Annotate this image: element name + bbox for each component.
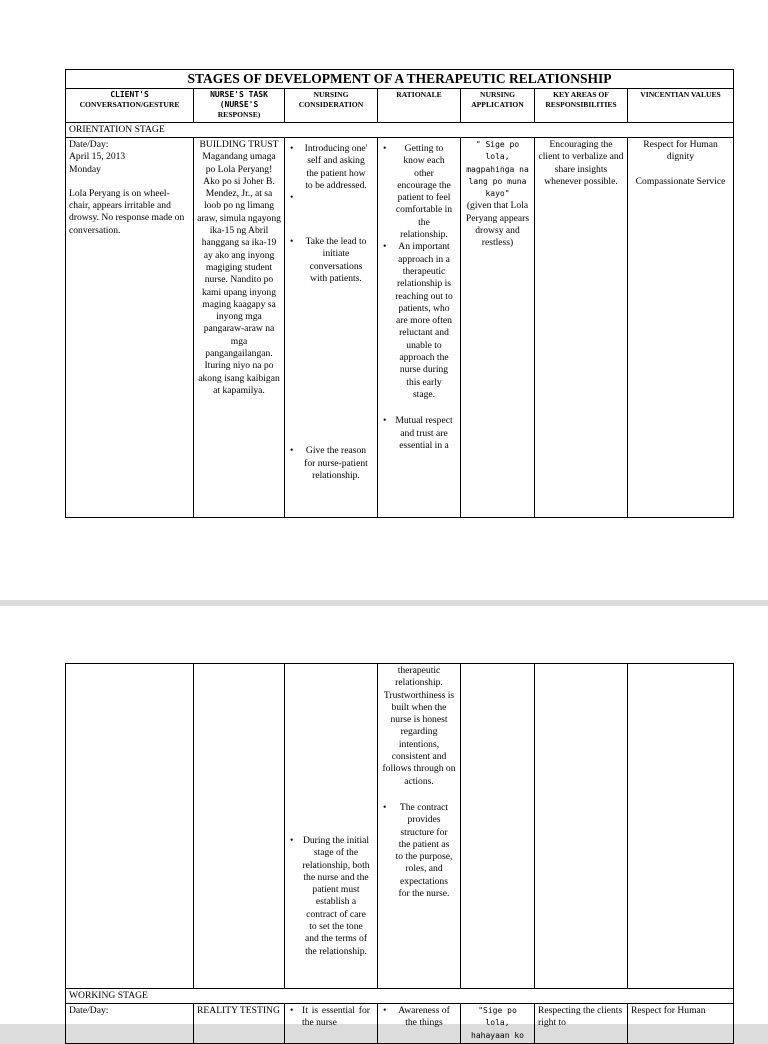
rationale-item: • An important approach in a therapeutic relationship is reaching out to patients, who are more often reluctant and unable to approach the nurse during this early stage. <box>381 241 457 401</box>
header-client <box>66 89 194 123</box>
working-stage-label: WORKING STAGE <box>66 989 734 1004</box>
orientation-values-cell <box>628 138 734 518</box>
orientation-nurse-cell <box>194 138 285 518</box>
header-nurse-task <box>194 89 285 123</box>
cont-client-cell <box>66 664 194 989</box>
cont-nurse-cell <box>194 664 285 989</box>
consideration-item: • It is essential for the nurse <box>288 1005 374 1030</box>
orientation-application-cell <box>461 138 535 518</box>
application-quote: " Sige po lola, magpahinga na lang po muna kayo" <box>466 140 529 199</box>
application-note: (given that Lola Peryang appears drowsy and restless) <box>465 200 530 249</box>
header-nurse-mid: (NURSE'S <box>219 100 259 109</box>
working-application-quote: "Sige po lola, hahayaan ko <box>471 1006 524 1040</box>
cont-values-cell <box>628 664 734 989</box>
client-day: Monday <box>69 163 101 175</box>
consideration-item: • Introducing one' self and asking the patient how to be addressed. <box>288 143 374 192</box>
therapeutic-relationship-table <box>65 69 734 518</box>
header-key-areas: KEY AREAS OF RESPONSIBILITIES <box>535 89 628 123</box>
nurse-response: Magandang umaga po Lola Peryang! Ako po si Joher B. Mendez, Jr., at sa loob po ng limang araw, simula ngayong ika-15 ng Abril hanggang sa ika-19 ay ako ang inyong magiging student nurse. Nandito po kami upang inyong maging kaagapy sa inyong mga pangaraw-araw na mga pangangailangan. Ituring niyo na po akong isang kaibigan at kapamilya. <box>197 151 281 396</box>
header-rationale: RATIONALE <box>378 89 461 123</box>
table-title: STAGES OF DEVELOPMENT OF A THERAPEUTIC RELATIONSHIP <box>66 70 734 89</box>
orientation-consideration-cell <box>285 138 378 518</box>
header-application: NURSING APPLICATION <box>461 89 535 123</box>
value-item: Respect for Human dignity <box>643 139 718 163</box>
header-nurse-bottom: RESPONSE) <box>217 110 261 119</box>
header-consideration: NURSING CONSIDERATION <box>285 89 378 123</box>
working-client-cell: Date/Day: <box>66 1004 194 1044</box>
rationale-continued: therapeutic relationship. Trustworthiness is built when the nurse is honest regarding intentions, consistent and follows through on actions. <box>382 665 456 787</box>
working-values-cell: Respect for Human <box>628 1004 734 1044</box>
consideration-item: • Give the reason for nurse-patient relationship. <box>288 445 374 482</box>
cont-key-area-cell <box>535 664 628 989</box>
orientation-key-area-cell: Encouraging the client to verbalize and share insights whenever possible. <box>535 138 628 518</box>
header-values: VINCENTIAN VALUES <box>628 89 734 123</box>
working-nurse-cell: REALITY TESTING <box>194 1004 285 1044</box>
nurse-task-title: BUILDING TRUST <box>199 139 279 150</box>
rationale-item: • Mutual respect and trust are essential in a <box>381 415 457 452</box>
consideration-item: • During the initial stage of the relationship, both the nurse and the patient must establish a contract of care to set the tone and the terms of the relationship. <box>288 835 374 958</box>
header-nurse-top: NURSE'S TASK <box>210 90 268 99</box>
rationale-item: • Getting to know each other encourage the patient to feel comfortable in the relationship. <box>381 143 457 241</box>
consideration-item: • Take the lead to initiate conversations with patients. <box>288 236 374 285</box>
rationale-item: • Awareness of the things <box>381 1005 457 1030</box>
working-key-area-cell: Respecting the clients right to <box>535 1004 628 1044</box>
orientation-client-cell <box>66 138 194 518</box>
cont-application-cell <box>461 664 535 989</box>
cont-consideration-cell <box>285 664 378 989</box>
orientation-stage-label: ORIENTATION STAGE <box>66 123 734 138</box>
value-item: Compassionate Service <box>635 175 726 187</box>
orientation-rationale-cell <box>378 138 461 518</box>
header-client-top: CLIENT'S <box>110 90 149 99</box>
therapeutic-relationship-table-continued <box>65 663 734 1044</box>
client-date-label: Date/Day: <box>69 139 109 150</box>
rationale-item: • The contract provides structure for the patient as to the purpose, roles, and expectations for the nurse. <box>381 802 457 900</box>
client-description: Lola Peryang is on wheel-chair, appears irritable and drowsy. No response made on conversation. <box>69 187 185 236</box>
header-client-bottom: CONVERSATION/GESTURE <box>79 100 180 109</box>
cont-rationale-cell <box>378 664 461 989</box>
client-date: April 15, 2013 <box>69 151 126 163</box>
